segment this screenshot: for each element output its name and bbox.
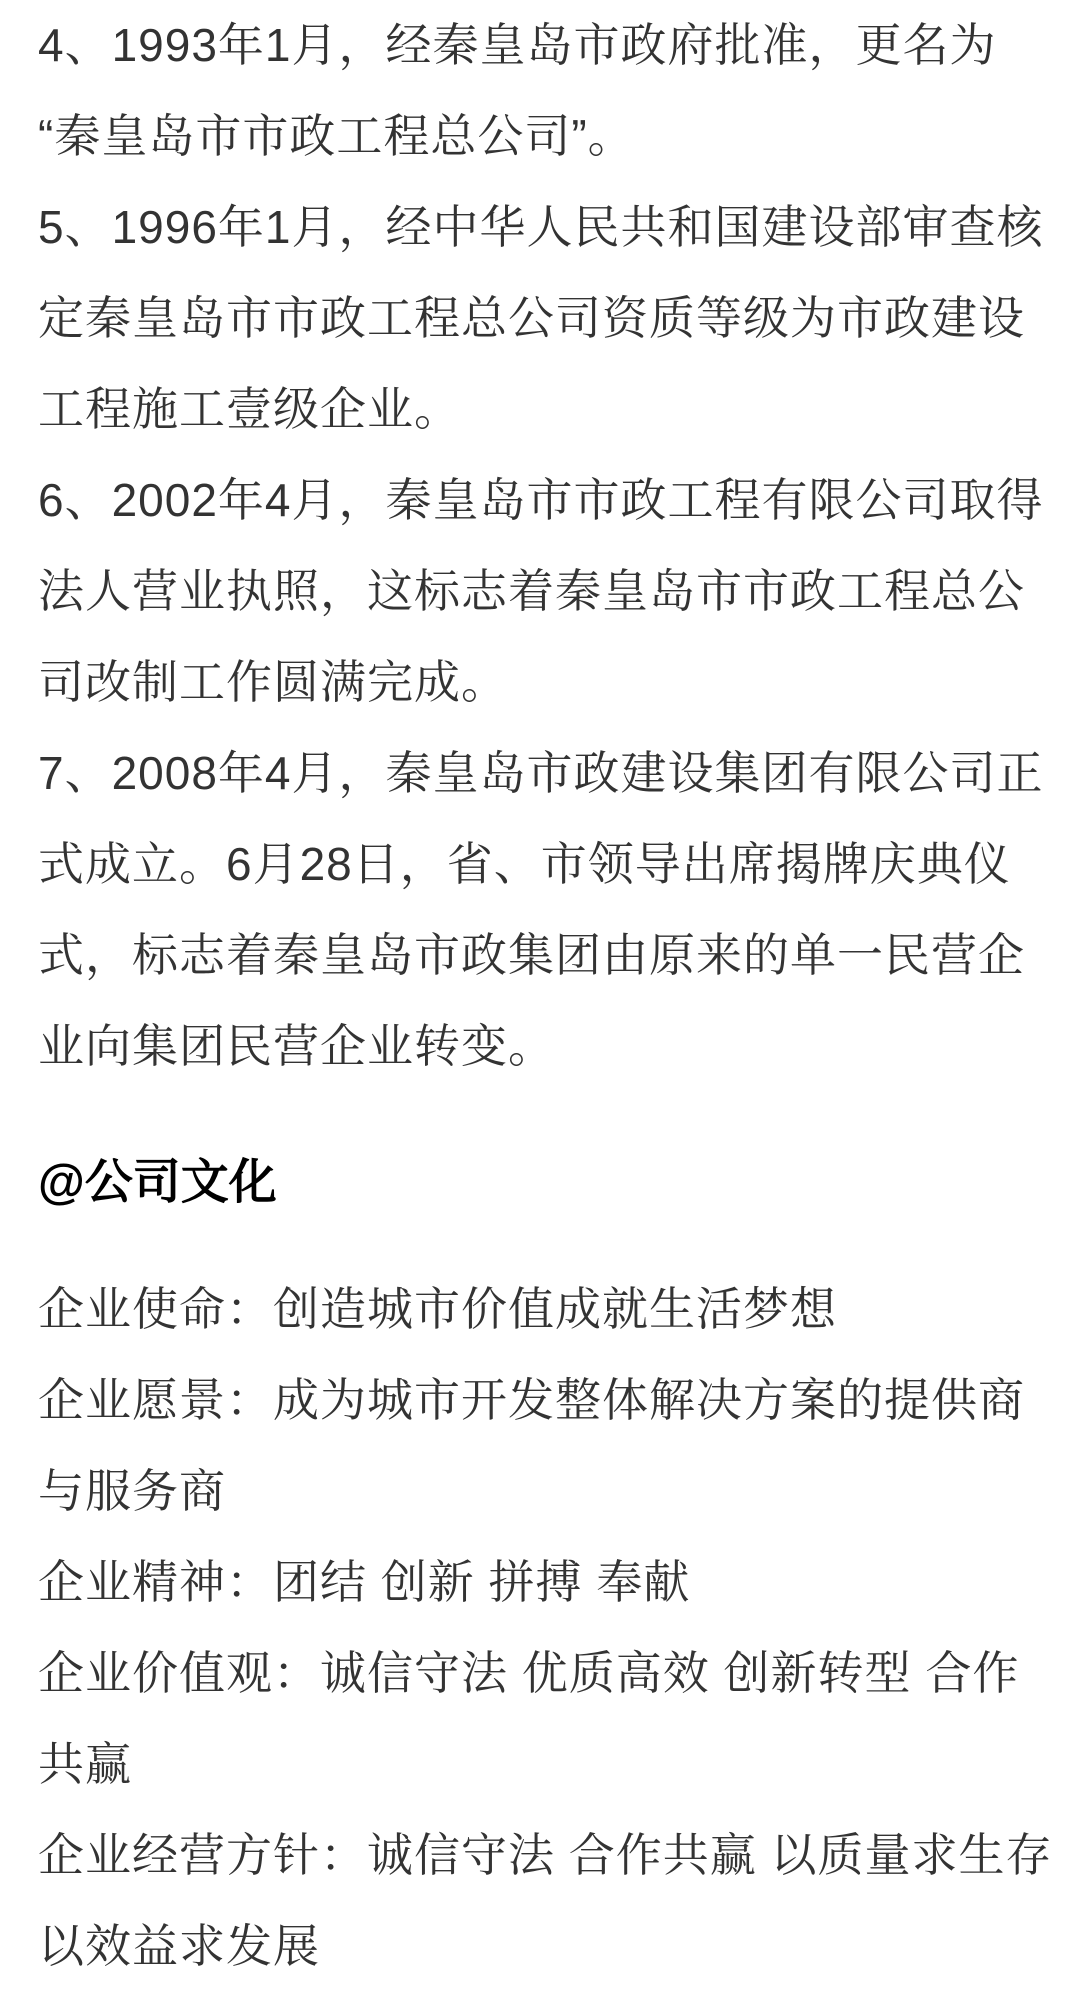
history-paragraph-6 [38, 455, 1042, 728]
text-line: 与服务商 [38, 1465, 226, 1517]
culture-item-business-policy [38, 1810, 1053, 1992]
culture-item-spirit [38, 1537, 1042, 1628]
text-line: 4、1993年1月，经秦皇岛市政府批准，更名为 [38, 19, 997, 71]
text-line: 企业使命：创造城市价值成就生活梦想 [38, 1283, 837, 1335]
culture-item-vision [38, 1355, 1042, 1537]
text-line: 7、2008年4月，秦皇岛市政建设集团有限公司正 [38, 747, 1044, 799]
text-line: 业向集团民营企业转变。 [38, 1020, 555, 1072]
culture-item-mission [38, 1264, 1042, 1355]
text-line: 企业经营方针：诚信守法 合作共赢 以质量求生存 [38, 1829, 1053, 1881]
text-line: 以效益求发展 [38, 1920, 320, 1972]
text-line: 法人营业执照，这标志着秦皇岛市市政工程总公 [38, 565, 1025, 617]
text-line: 共赢 [38, 1738, 132, 1790]
text-line: 司改制工作圆满完成。 [38, 656, 508, 708]
text-line: 式成立。6月28日，省、市领导出席揭牌庆典仪 [38, 838, 1011, 890]
history-paragraph-7 [38, 728, 1042, 1092]
text-line: 5、1996年1月，经中华人民共和国建设部审查核 [38, 201, 1044, 253]
text-line: 工程施工壹级企业。 [38, 383, 461, 435]
text-line: 企业价值观：诚信守法 优质高效 创新转型 合作 [38, 1647, 1020, 1699]
culture-section-heading: @公司文化 [38, 1156, 277, 1209]
text-line: 式，标志着秦皇岛市政集团由原来的单一民营企 [38, 929, 1025, 981]
text-line: 6、2002年4月，秦皇岛市市政工程有限公司取得 [38, 474, 1044, 526]
text-line: 企业愿景：成为城市开发整体解决方案的提供商 [38, 1374, 1025, 1426]
text-line: “秦皇岛市市政工程总公司”。 [38, 110, 635, 162]
text-line: 企业精神：团结 创新 拼搏 奉献 [38, 1556, 691, 1608]
culture-item-values [38, 1628, 1042, 1810]
history-paragraph-4 [38, 0, 1042, 182]
text-line: 定秦皇岛市市政工程总公司资质等级为市政建设 [38, 292, 1025, 344]
history-paragraph-5 [38, 182, 1042, 455]
